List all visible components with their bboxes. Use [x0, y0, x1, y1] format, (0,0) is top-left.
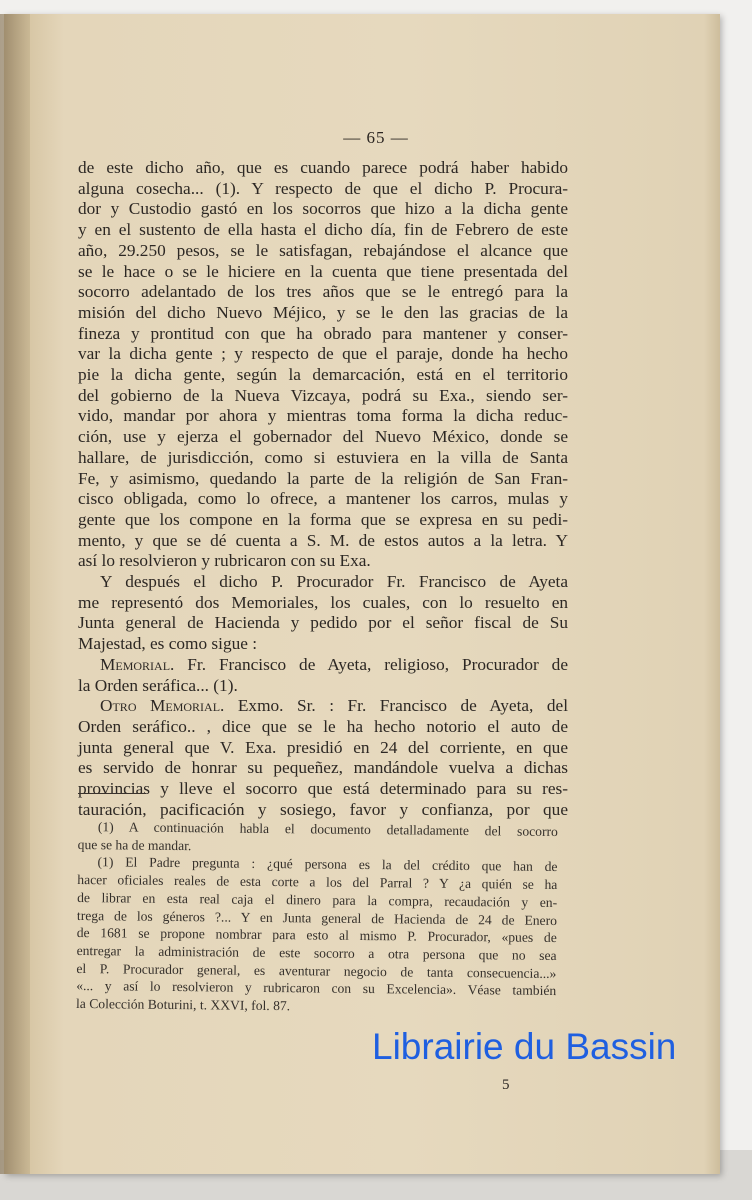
footnotes — [76, 818, 558, 1018]
text-line — [78, 365, 568, 386]
line-text: vido, mandar por ahora y mientras toma forma la dicha reduc- — [78, 406, 568, 426]
text-line — [78, 303, 568, 324]
text-line — [78, 179, 568, 200]
text-line — [78, 448, 568, 469]
line-text: junta general que V. Exa. presidió en 24 del corriente, en que — [78, 737, 568, 757]
line-text: socorro adelantado de los tres años que se le entregó para la — [78, 282, 568, 302]
line-text: (1) El Padre pregunta : ¿qué persona es la del crédito que han de — [97, 854, 558, 875]
line-text: pie la dicha gente, según la demarcación, está en el territorio — [78, 365, 568, 385]
line-text: de este dicho año, que es cuando parece podrá haber habido — [78, 158, 568, 177]
line-text: año, 29.250 pesos, se le satisfagan, rebajándose el alcance que — [78, 240, 568, 260]
text-line — [78, 655, 568, 676]
line-text: «... y así lo resolvieron y rubricaron con su Excelencia». Véase también — [76, 978, 557, 999]
line-text: gente que los compone en la forma que se expresa en su pedi- — [78, 509, 568, 529]
line-text: misión del dicho Nuevo Méjico, y se le den las gracias de la — [78, 302, 568, 322]
line-text: ción, use y ejerza el gobernador del Nuevo México, donde se — [78, 427, 568, 447]
line-text: del gobierno de la Nueva Vizcaya, podrá su Exa., siendo ser- — [78, 385, 568, 405]
line-text: Exmo. Sr. : Fr. Francisco de Ayeta, del — [224, 696, 569, 716]
line-text: Fr. Francisco de Ayeta, religioso, Procurador de — [174, 654, 568, 674]
line-text: es servido de honrar su pequeñez, mandándole vuelva a dichas — [78, 758, 568, 778]
line-text: me representó dos Memoriales, los cuales, con lo resuelto en — [78, 592, 568, 612]
line-text: var la dicha gente ; y respecto de que el paraje, donde ha hecho — [78, 344, 568, 364]
text-line — [78, 779, 568, 800]
footnote-separator — [78, 793, 146, 794]
line-text: fineza y prontitud con que ha obrado para mantener y conser- — [78, 323, 568, 343]
small-caps-heading: Memorial. — [100, 654, 175, 674]
small-caps-heading: Otro Memorial. — [100, 696, 225, 716]
text-line — [78, 324, 568, 345]
line-text: tauración, pacificación y sosiego, favor y confianza, por que — [78, 799, 568, 819]
line-text: la Colección Boturini, t. XXVI, fol. 87. — [75, 996, 291, 1014]
line-text: cisco obligada, como lo ofrece, a mantener los carros, mulas y — [78, 489, 568, 509]
text-line — [78, 489, 568, 510]
text-line — [78, 613, 568, 634]
text-line — [78, 676, 568, 697]
line-text: alguna cosecha... (1). Y respecto de que el dicho P. Procura- — [78, 178, 568, 198]
line-text: hacer oficiales reales de esta corte a los del Parral ? Y ¿a quién se ha — [77, 872, 558, 893]
line-text: (1) A continuación habla el documento detalladamente del socorro — [97, 819, 558, 840]
line-text: provincias y lleve el socorro que está determinado para su res- — [78, 779, 568, 799]
line-text: Junta general de Hacienda y pedido por el señor fiscal de Su — [78, 613, 568, 633]
line-text: que se ha de mandar. — [77, 836, 192, 853]
text-line — [78, 696, 568, 717]
line-text: Y después el dicho P. Procurador Fr. Francisco de Ayeta — [100, 572, 568, 592]
line-text: Majestad, es como sigue : — [78, 634, 258, 654]
line-text: trega de los géneros ?... Y en Junta general de Hacienda de 24 de Enero — [76, 907, 558, 928]
line-text: Fe, y asimismo, quedando la parte de la religión de San Fran- — [78, 468, 568, 488]
book-spine-edge — [0, 14, 30, 1174]
line-text: de 1681 se propone nombrar para esto al mismo P. Procurador, «pues de — [76, 925, 557, 946]
text-line — [78, 241, 568, 262]
text-line — [78, 386, 568, 407]
text-line — [78, 510, 568, 531]
line-text: se le hace o se le hiciere en la cuenta que tiene presentada del — [78, 261, 568, 281]
page-number: — 65 — — [343, 128, 409, 147]
text-line — [78, 593, 568, 614]
line-text: dor y Custodio gastó en los socorros que hizo a la dicha gente — [78, 199, 568, 219]
line-text: Orden seráfico.. , dice que se le ha hecho notorio el auto de — [78, 716, 568, 736]
text-line — [78, 427, 568, 448]
line-text: el P. Procurador general, es aventurar negocio de tanta consecuencia...» — [76, 960, 557, 981]
text-line — [78, 344, 568, 365]
main-text — [78, 158, 568, 821]
text-line — [78, 551, 568, 572]
text-line — [78, 199, 568, 220]
line-text: entregar la administración de este socorro a otra persona que no sea — [76, 942, 557, 963]
text-line — [78, 469, 568, 490]
signature-mark: 5 — [502, 1077, 510, 1093]
text-line — [78, 406, 568, 427]
line-text: la Orden seráfica... (1). — [78, 675, 238, 695]
text-line — [78, 531, 568, 552]
line-text: así lo resolvieron y rubricaron con su Exa. — [78, 551, 371, 571]
text-line — [78, 738, 568, 759]
text-line — [78, 282, 568, 303]
text-line — [78, 758, 568, 779]
line-text: hallare, de jurisdicción, como si estuviera en la villa de Santa — [78, 447, 568, 467]
text-line — [78, 572, 568, 593]
line-text: mento, y que se dé cuenta a S. M. de estos autos a la letra. Y — [78, 530, 568, 550]
line-text: y en el sustento de ella hasta el dicho día, fin de Febrero de este — [78, 220, 568, 240]
watermark: Librairie du Bassin — [372, 1026, 677, 1067]
text-line — [78, 717, 568, 738]
text-line — [78, 800, 568, 821]
text-line — [78, 634, 568, 655]
text-line — [78, 158, 568, 179]
line-text: de librar en esta real caja el dinero para la compra, recaudación y en- — [77, 889, 558, 910]
text-line — [78, 220, 568, 241]
text-line — [78, 262, 568, 283]
